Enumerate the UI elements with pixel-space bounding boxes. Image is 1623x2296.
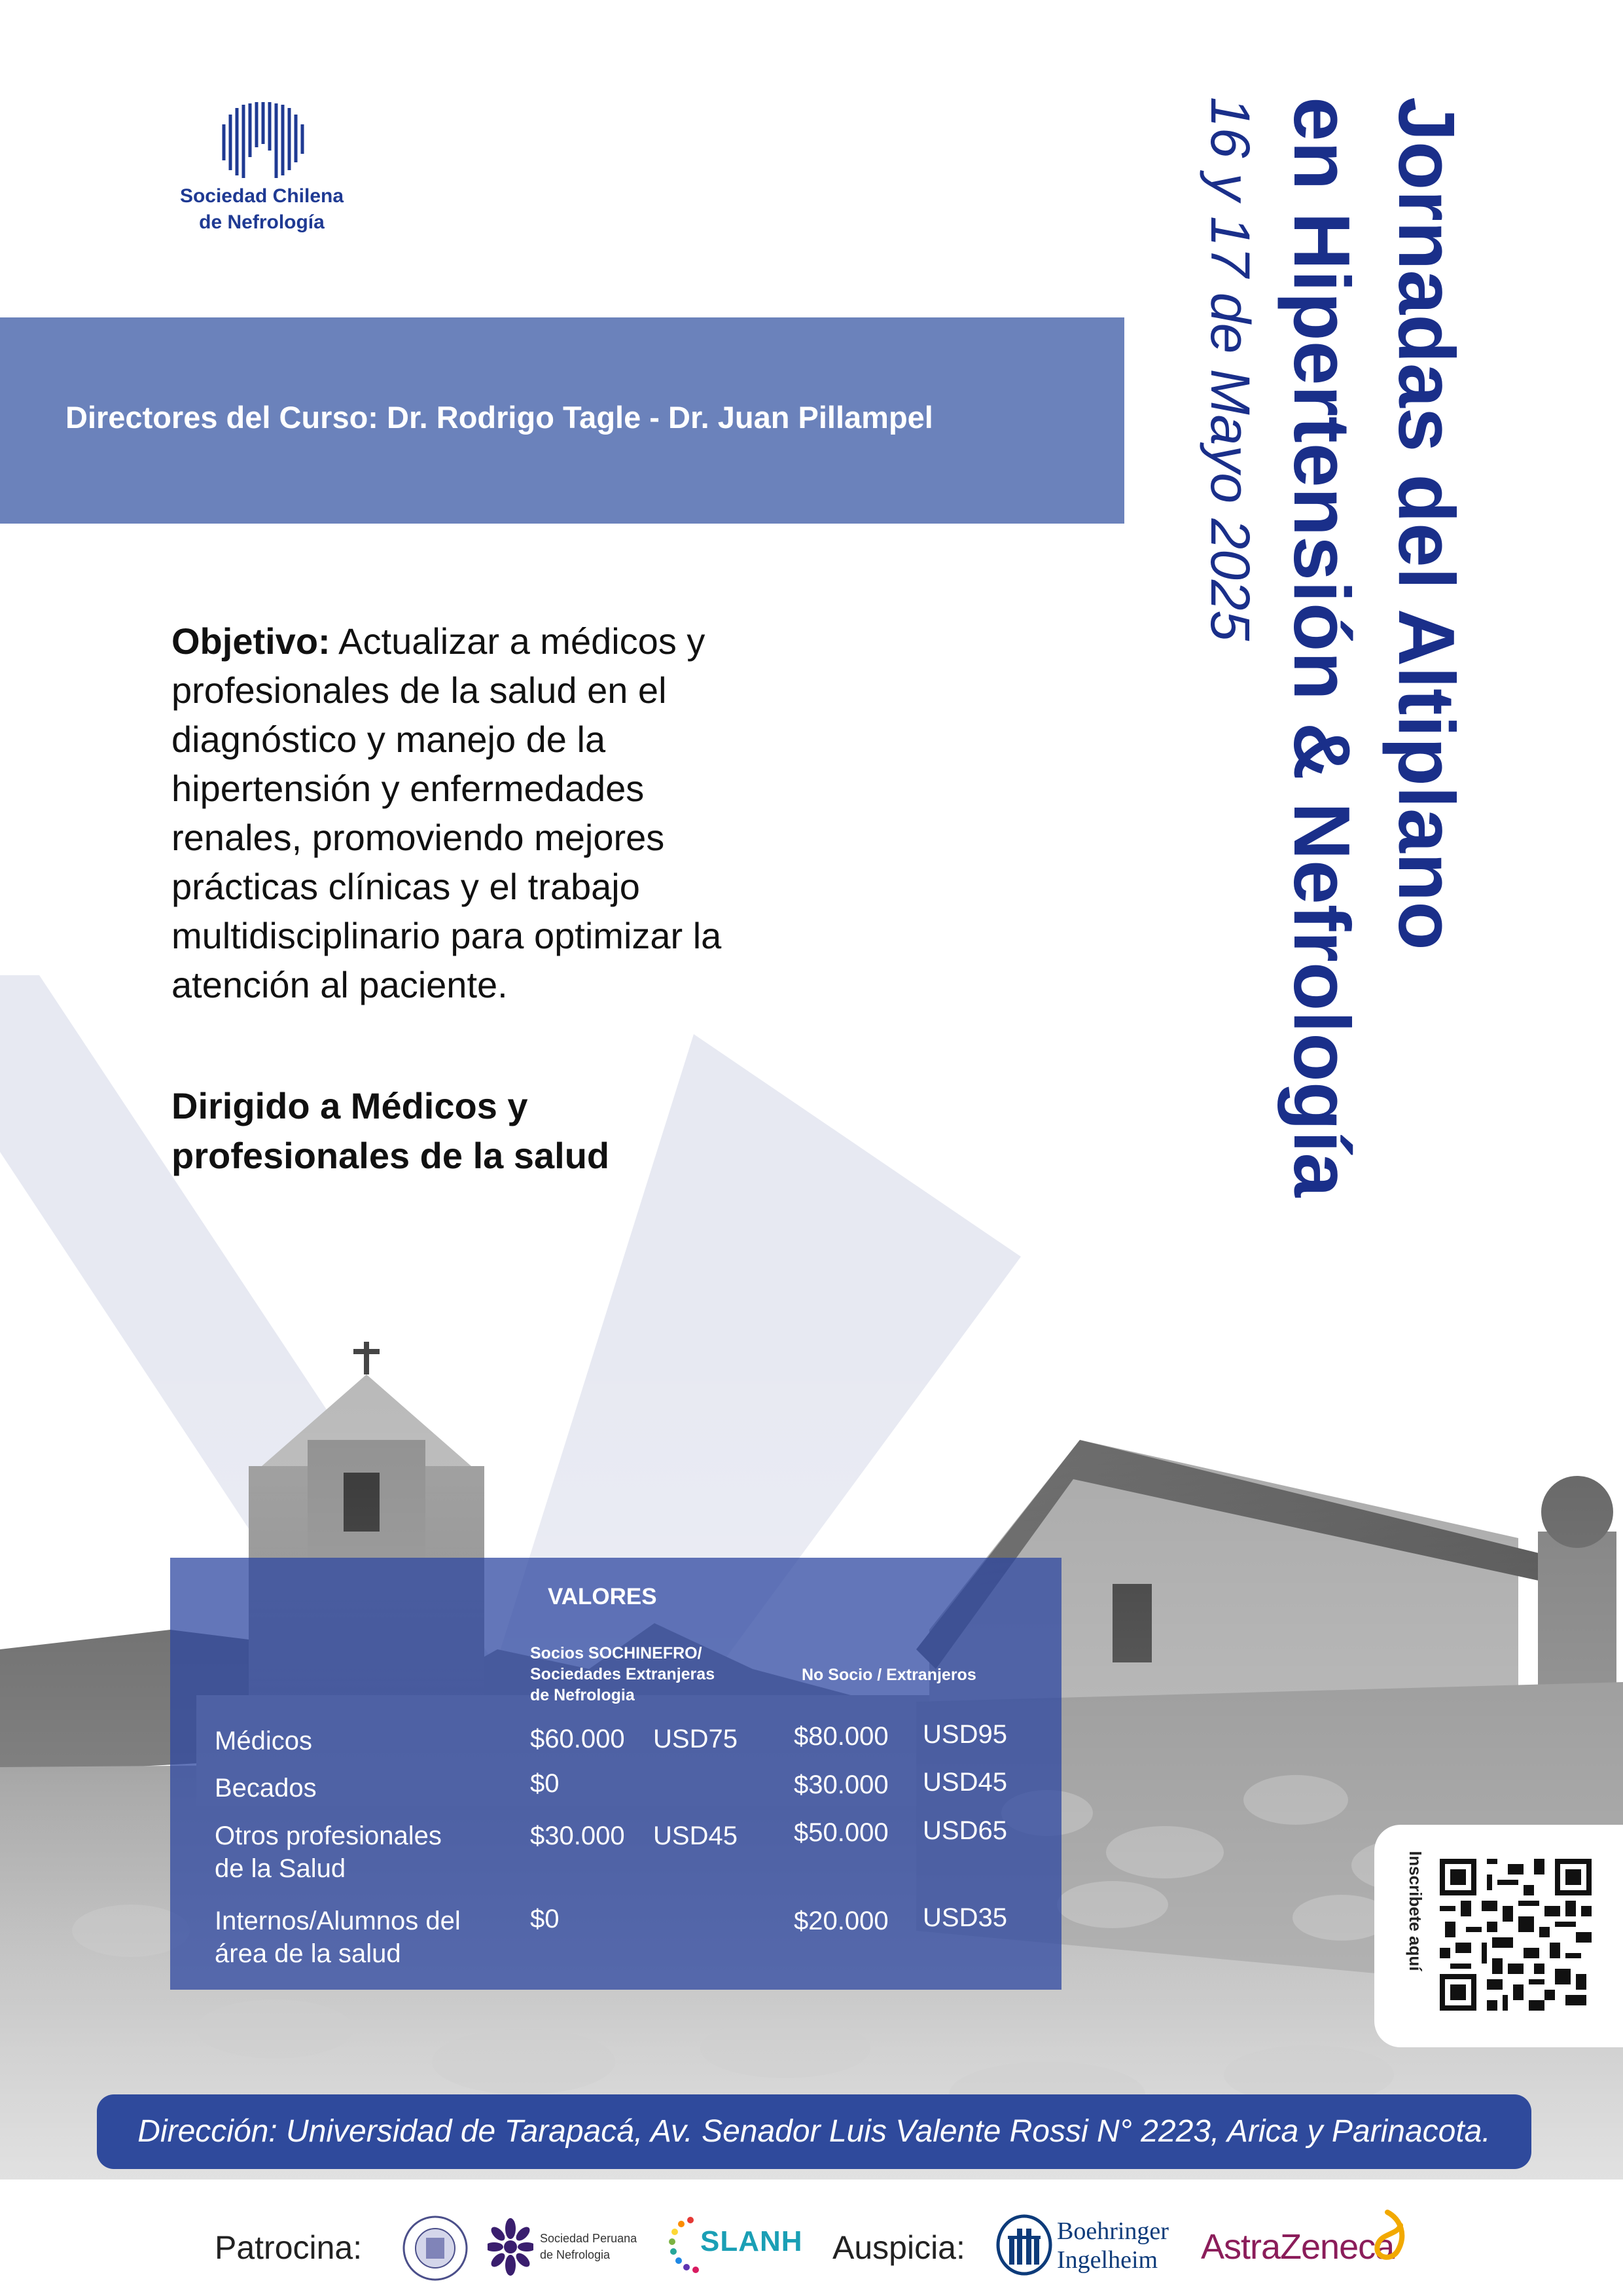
audience-line-1: Dirigido a Médicos y	[171, 1085, 528, 1126]
sociedad-peruana-logo	[488, 2211, 664, 2283]
objective-text: Actualizar a médicos y profesionales de la salud en el diagnóstico y manejo de la hipertensión y enfermedades renales, promoviendo mejores prácticas clínicas y el trabajo multidisciplinario para optimizar la atención al paciente.	[171, 620, 722, 1005]
course-directors: Directores del Curso: Dr. Rodrigo Tagle - Dr. Juan Pillampel	[65, 400, 933, 435]
event-title-line-2: en Hipertensión & Nefrología	[1277, 97, 1366, 1198]
event-date: 16 y 17 de Mayo 2025	[1200, 97, 1261, 641]
row-category-line: Otros profesionales	[215, 1821, 442, 1850]
nosocio-usd: USD95	[923, 1720, 1007, 1749]
nosocio-clp: $50.000	[794, 1818, 889, 1847]
row-category-line: área de la salud	[215, 1939, 401, 1968]
slanh-logo	[664, 2209, 802, 2281]
qr-code-icon[interactable]	[1440, 1859, 1592, 2011]
logo-line-1: Sociedad Chilena	[179, 185, 344, 207]
row-category	[215, 1905, 461, 1970]
objective-label: Objetivo:	[171, 620, 330, 662]
prices-table	[170, 1558, 1061, 1990]
patrocina-label: Patrocina:	[215, 2229, 363, 2266]
column-header-socios-line: Socios SOCHINEFRO/	[530, 1644, 702, 1662]
venue-address: Dirección: Universidad de Tarapacá, Av. Senador Luis Valente Rossi N° 2223, Arica y Parinacota.	[137, 2114, 1491, 2149]
slanh-name: SLANH	[700, 2225, 803, 2257]
astrazeneca-name: AstraZeneca	[1201, 2227, 1395, 2267]
boehringer-logo	[995, 2209, 1185, 2281]
boehringer-emblem-icon	[995, 2212, 1054, 2278]
logo-line-2: de Nefrología	[199, 211, 325, 233]
slanh-dots-icon	[664, 2212, 704, 2278]
boehringer-name	[1057, 2217, 1169, 2274]
objective-paragraph	[171, 617, 760, 1009]
audience-line-2: profesionales de la salud	[171, 1135, 610, 1176]
sociedad-peruana-name	[540, 2231, 637, 2263]
nosocio-usd: USD45	[923, 1768, 1007, 1797]
university-seal-icon	[396, 2209, 474, 2287]
socio-usd: USD45	[653, 1821, 738, 1850]
astrazeneca-swirl-icon	[1361, 2206, 1414, 2265]
spn-line: Sociedad Peruana	[540, 2232, 637, 2245]
auspicia-label: Auspicia:	[832, 2229, 965, 2266]
row-category: Becados	[215, 1774, 317, 1803]
socio-usd: USD75	[653, 1725, 738, 1753]
nosocio-clp: $20.000	[794, 1907, 889, 1935]
nosocio-usd: USD65	[923, 1816, 1007, 1845]
event-title-line-1: Jornadas del Altiplano	[1382, 97, 1471, 950]
kidney-stripes-icon	[216, 98, 308, 183]
boehringer-line: Boehringer	[1057, 2217, 1169, 2245]
nosocio-clp: $30.000	[794, 1770, 889, 1799]
boehringer-line: Ingelheim	[1057, 2246, 1158, 2274]
column-header-no-socio: No Socio / Extranjeros	[802, 1666, 976, 1684]
row-category-line: Internos/Alumnos del	[215, 1907, 461, 1935]
socio-clp: $60.000	[530, 1725, 625, 1753]
row-category: Médicos	[215, 1727, 312, 1755]
nosocio-clp: $80.000	[794, 1722, 889, 1751]
column-header-socios-line: de Nefrologia	[530, 1686, 635, 1704]
row-category-line: de la Salud	[215, 1854, 346, 1883]
socio-clp: $0	[530, 1905, 560, 1933]
spn-line: de Nefrologia	[540, 2248, 611, 2261]
flower-emblem-icon	[488, 2214, 533, 2280]
column-header-socios-line: Sociedades Extranjeras	[530, 1665, 715, 1683]
column-header-socios	[530, 1643, 715, 1706]
socio-clp: $0	[530, 1769, 560, 1798]
register-here-label: Inscribete aquí	[1406, 1851, 1425, 1971]
prices-title: VALORES	[548, 1584, 657, 1609]
nosocio-usd: USD35	[923, 1903, 1007, 1932]
target-audience	[171, 1081, 760, 1181]
socio-clp: $30.000	[530, 1821, 625, 1850]
row-category	[215, 1820, 442, 1885]
sochinefro-logo	[151, 98, 373, 236]
